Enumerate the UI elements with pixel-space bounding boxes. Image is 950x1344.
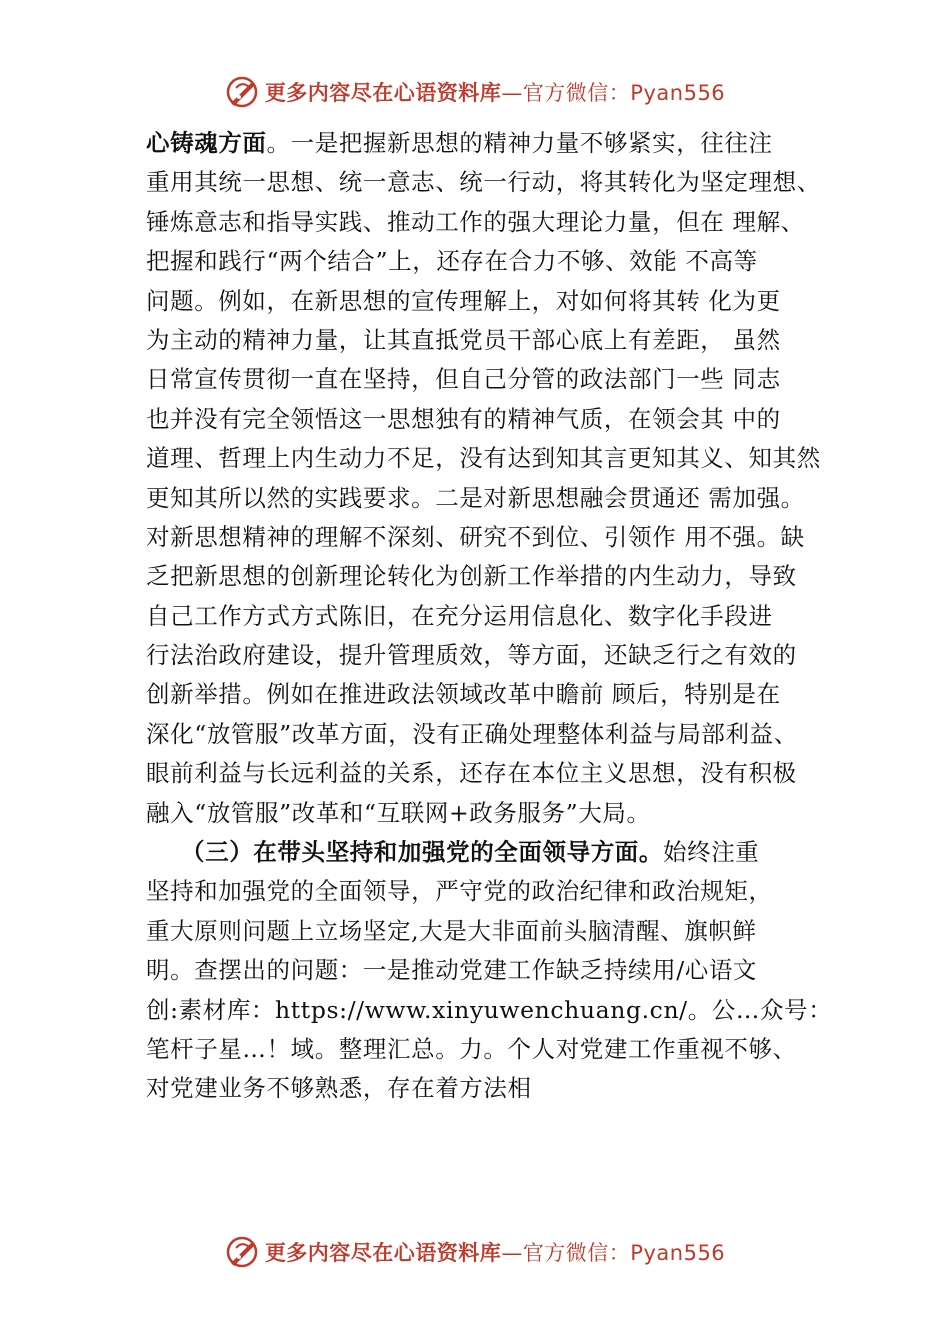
- paragraph1-line-13: 自己工作方式方式陈旧，在充分运用信息化、数字化手段进: [146, 601, 773, 630]
- paragraph1-line-14: 行法治政府建设，提升管理质效，等方面，还缺乏行之有效的: [146, 641, 797, 670]
- paragraph1-line-15: 创新举措。例如在推进政法领域改革中瞻前 顾后，特别是在: [146, 680, 781, 709]
- footer-main-text: 更多内容尽在心语资料库: [264, 1241, 502, 1265]
- banner-main-text: 更多内容尽在心语资料库: [264, 81, 502, 105]
- paragraph2-line-7: 对党建业务不够熟悉，存在着方法相: [146, 1074, 532, 1103]
- paragraph2-line-1: [146, 833, 846, 872]
- paragraph1-lead-bold: 心铸魂方面: [146, 129, 267, 157]
- paragraph2-line-4: 明。查摆出的问题：一是推动党建工作缺乏持续用/心语文: [146, 956, 758, 985]
- banner-wechat-text: —官方微信：Pyan556: [501, 81, 726, 105]
- paragraph1-line-6: 为主动的精神力量，让其直抵党员干部心底上有差距， 虽然: [146, 325, 781, 354]
- paragraph2-line-2: 坚持和加强党的全面领导，严守党的政治纪律和政治规矩，: [146, 877, 773, 906]
- pen-logo-icon: [225, 75, 259, 109]
- paragraph1-line-5: 问题。例如，在新思想的宣传理解上，对如何将其转 化为更: [146, 286, 781, 315]
- footer-banner: [0, 1232, 950, 1272]
- paragraph1-line-2: 重用其统一思想、统一意志、统一行动，将其转化为坚定理想、: [146, 168, 821, 197]
- document-body: [146, 124, 846, 1109]
- section-heading: （三）在带头坚持和加强党的全面领导方面。: [181, 838, 663, 867]
- paragraph1-line-18: 融入“放管服”改革和“互联网+政务服务”大局。: [146, 798, 651, 827]
- paragraph1-line-8: 也并没有完全领悟这一思想独有的精神气质，在领会其 中的: [146, 404, 781, 433]
- pen-logo-icon: [225, 1235, 259, 1269]
- paragraph1-line-1-text: 。一是把握新思想的精神力量不够紧实，往往注: [266, 129, 773, 157]
- paragraph1-line-11: 对新思想精神的理解不深刻、研究不到位、引领作 用不强。缺: [146, 522, 805, 551]
- paragraph1-line-12: 乏把新思想的创新理论转化为创新工作举措的内生动力，导致: [146, 562, 797, 591]
- paragraph1-line-4: 把握和践行“两个结合”上，还存在合力不够、效能 不高等: [146, 247, 758, 276]
- paragraph1-line-3: 锤炼意志和指导实践、推动工作的强大理论力量，但在 理解、: [146, 207, 805, 236]
- paragraph1-line-10: 更知其所以然的实践要求。二是对新思想融会贯通还 需加强。: [146, 483, 805, 512]
- header-banner: [0, 72, 950, 112]
- paragraph1-line-9: 道理、哲理上内生动力不足，没有达到知其言更知其义、知其然: [146, 444, 821, 473]
- paragraph1-line-7: 日常宣传贯彻一直在坚持，但自己分管的政法部门一些 同志: [146, 365, 781, 394]
- banner-text: [265, 77, 725, 107]
- paragraph1-line-16: 深化“放管服”改革方面，没有正确处理整体利益与局部利益、: [146, 719, 798, 748]
- footer-banner-text: [265, 1237, 725, 1267]
- paragraph2-lead-rest: 始终注重: [663, 838, 760, 867]
- paragraph2-line-5: 创:素材库：https://www.xinyuwenchuang.cn/。公…众号：: [146, 995, 833, 1024]
- paragraph2-line-6: 笔杆子星…！域。整理汇总。力。个人对党建工作重视不够、: [146, 1034, 797, 1063]
- paragraph1-line-1: [146, 124, 846, 163]
- paragraph2-line-3: 重大原则问题上立场坚定,大是大非面前头脑清醒、旗帜鲜: [146, 916, 757, 945]
- footer-wechat-text: —官方微信：Pyan556: [501, 1241, 726, 1265]
- paragraph1-line-17: 眼前利益与长远利益的关系，还存在本位主义思想，没有积极: [146, 759, 797, 788]
